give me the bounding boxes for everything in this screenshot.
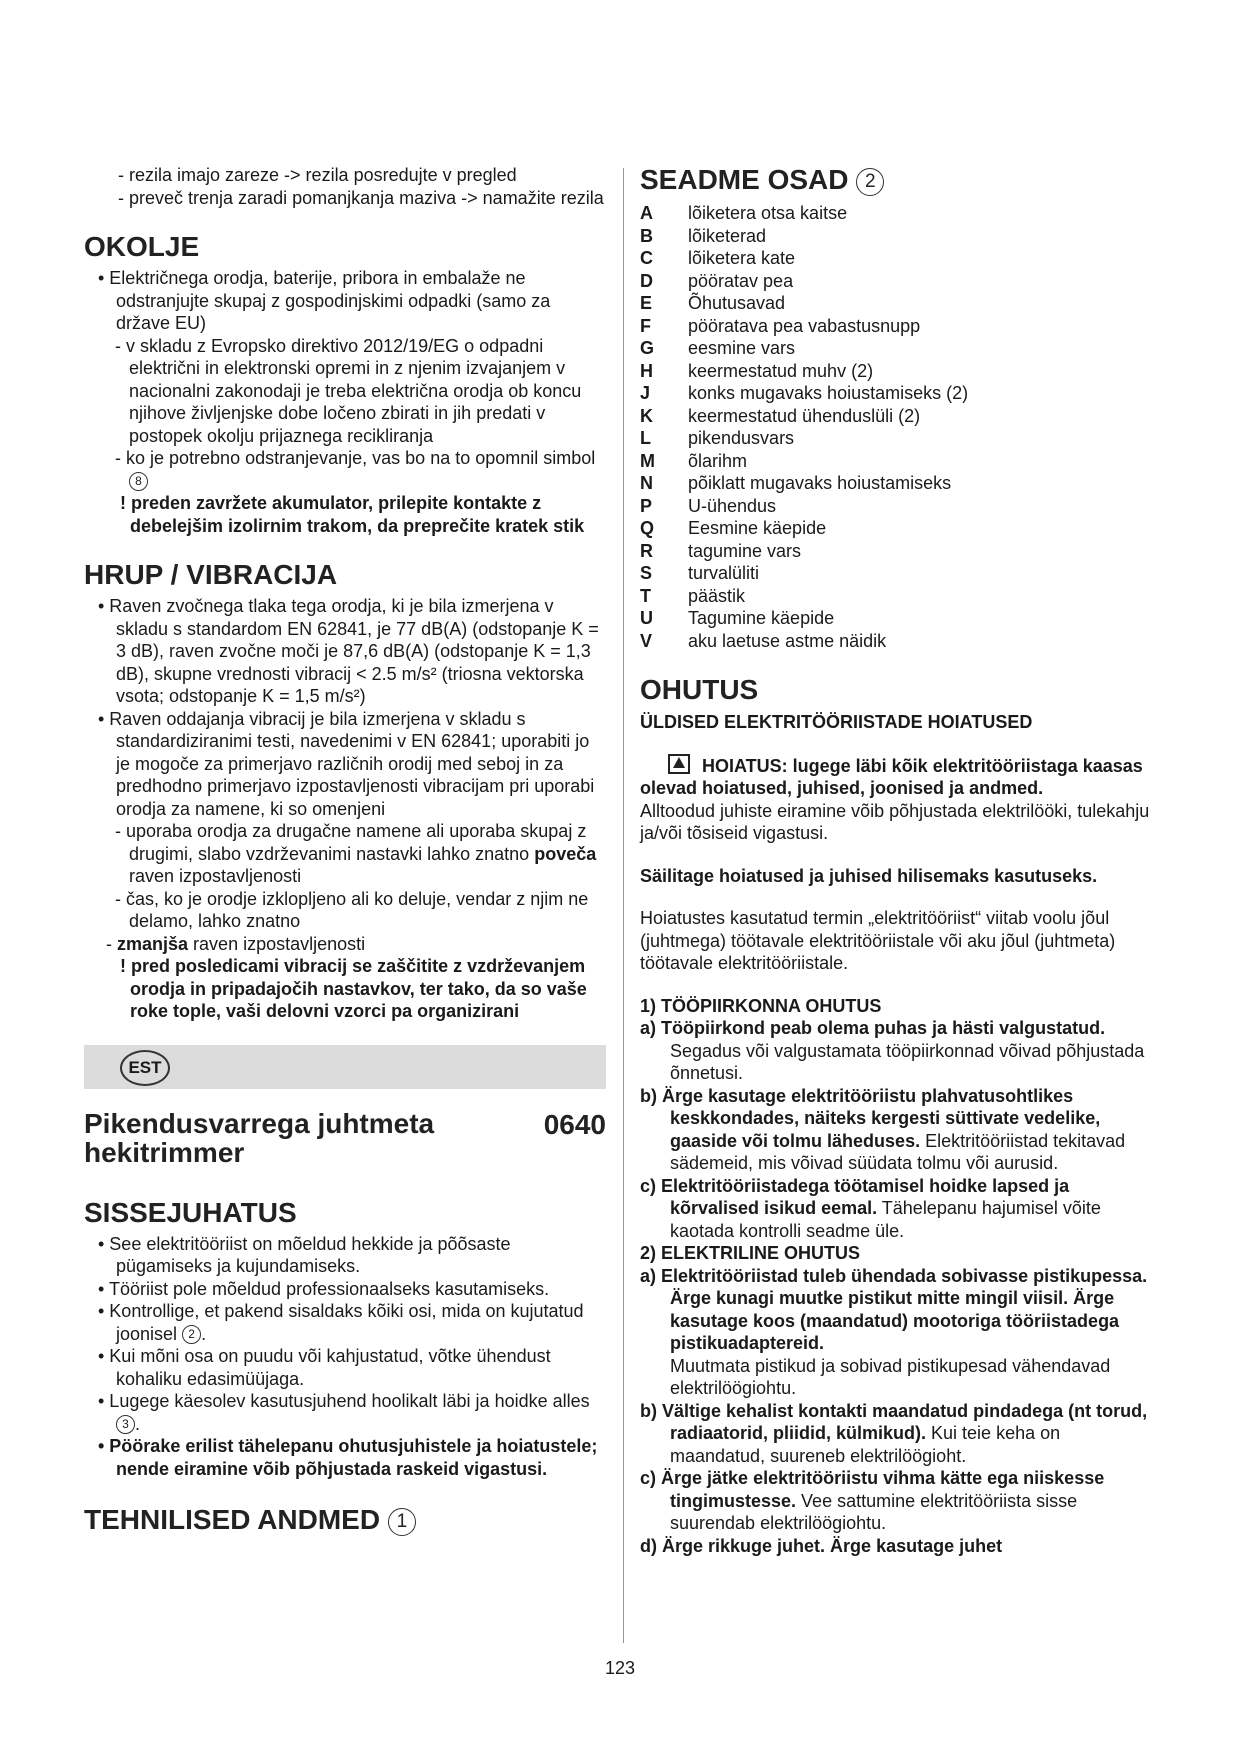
rule-2d-label: d) <box>640 1535 657 1556</box>
part-letter: H <box>640 360 653 381</box>
rule-2a-label: a) <box>640 1265 657 1286</box>
part-letter: F <box>640 315 651 336</box>
part-label: õlarihm <box>688 450 748 471</box>
product-title: Pikendusvarrega juhtmeta hekitrimmer <box>84 1107 435 1168</box>
rule-1b-bold: Ärge kasutage elektritööriistu plahvatusohtlikes keskkondades, näiteks kergesti süttivate vedelike, gaaside või tolmu läheduses. <box>662 1085 1101 1151</box>
sissejuhatus-heading: SISSEJUHATUS <box>84 1196 297 1228</box>
rule-1c-text: Tähelepanu hajumisel võite kaotada kontrolli seadme üle. <box>670 1198 1101 1241</box>
intro-bullet-5: • Lugege käesolev kasutusjuhend hoolikalt läbi ja hoidke alles 3 . <box>98 1391 590 1434</box>
rule-1a-text: Segadus või valgustamata tööpiirkonnad võivad põhjustada õnnetusi. <box>670 1040 1145 1083</box>
right-column <box>640 164 1160 1557</box>
okolje-warning: ! preden zavržete akumulator, prilepite kontakte z debelejšim izolirnim trakom, da preprečite kratek stik <box>120 493 585 536</box>
intro-bullet-3-text: • Kontrollige, et pakend sisaldaks kõiki osi, mida on kujutatud joonisel <box>98 1301 584 1344</box>
part-letter: K <box>640 405 653 426</box>
part-letter: L <box>640 428 651 448</box>
hrup-bullet-1: • Raven zvočnega tlaka tega orodja, ki je bila izmerjena v skladu s standardom EN 62841, je 77 dB(A) (odstopanje K = 3 dB), raven zvočne moči je 87,6 dB(A) (odstopanje K = 1,3 dB), skupne vrednosti vibracij < 2.5 m/s² (triosna vektorska vsota; odstopanje K = 1,5 m/s²) <box>98 596 599 706</box>
part-label: pikendusvars <box>688 428 795 448</box>
left-column <box>84 164 606 1536</box>
part-letter: E <box>640 293 653 313</box>
part-label: keermestatud muhv (2) <box>688 360 874 381</box>
ohutus-heading: OHUTUS <box>640 674 759 705</box>
part-letter: G <box>640 338 655 358</box>
intro-dash-2: - preveč trenja zaradi pomanjkanja maziva -> namažite rezila <box>118 187 604 208</box>
rule-1c-bold: Elektritööriistadega töötamisel hoidke lapsed ja kõrvalised isikud eemal. <box>661 1175 1070 1218</box>
part-label: lõiketera kate <box>688 248 796 268</box>
intro-bullet-1: • See elektritööriist on mõeldud hekkide ja põõsaste pügamiseks ja kujundamiseks. <box>98 1233 511 1276</box>
symbol-ref-8: 8 <box>129 472 148 491</box>
part-label: aku laetuse astme näidik <box>688 630 887 651</box>
part-letter: B <box>640 225 653 246</box>
rule-2b-text: Kui teie keha on maandatud, suureneb elektrilöögioht. <box>670 1423 1061 1466</box>
product-model: 0640 <box>543 1108 606 1140</box>
language-bar <box>84 1045 606 1089</box>
part-letter: T <box>640 585 651 606</box>
rule-1b-label: b) <box>640 1085 657 1106</box>
hrup-dash-1 <box>84 820 606 888</box>
rule-2b-bold: Vältige kehalist kontakti maandatud pindadega (nt torud, radiaatorid, pliidid, külmikud). <box>662 1400 1148 1443</box>
intro-bullet-6: • Pöörake erilist tähelepanu ohutusjuhistele ja hoiatustele; nende eiramine võib põhjustada raskeid vigastusi. <box>98 1436 598 1479</box>
warning-text: Alltoodud juhiste eiramine võib põhjustada elektrilööki, tulekahju ja/või tõsiseid vigastusi. <box>640 800 1150 843</box>
warning-icon <box>668 754 690 774</box>
hrup-dash-3-bold: zmanjša <box>117 933 189 954</box>
hrup-dash-3 <box>84 933 606 956</box>
part-letter: C <box>640 248 653 268</box>
part-label: Eesmine käepide <box>688 518 827 538</box>
rule-2d <box>640 1535 1160 1558</box>
part-label: lõiketerad <box>688 225 767 246</box>
intro-bullet-5-text: • Lugege käesolev kasutusjuhend hoolikalt läbi ja hoidke alles <box>98 1391 590 1411</box>
seadme-heading-text: SEADME OSAD <box>640 164 849 195</box>
part-label: U-ühendus <box>688 495 777 516</box>
part-letter: N <box>640 473 653 493</box>
part-letter: Q <box>640 518 655 538</box>
part-letter: J <box>640 383 651 403</box>
rule-1a <box>640 1017 1160 1040</box>
rule-2a <box>640 1265 1160 1355</box>
hrup-dash-3-post: raven izpostavljenosti <box>188 933 366 954</box>
warning-statement <box>640 754 1160 800</box>
rule-1c-label: c) <box>640 1175 657 1196</box>
part-label: põiklatt mugavaks hoiustamiseks <box>688 473 952 493</box>
part-letter: M <box>640 450 655 471</box>
okolje-dash-2 <box>84 447 606 492</box>
column-divider <box>623 168 624 1643</box>
rule-1c <box>640 1175 1160 1243</box>
intro-bullet-2: • Tööriist pole mõeldud professionaalseks kasutamiseks. <box>98 1278 550 1299</box>
figure-ref-1: 1 <box>388 1508 416 1536</box>
intro-bullet-4: • Kui mõni osa on puudu või kahjustatud, võtke ühendust kohaliku edasimüüjaga. <box>98 1346 551 1389</box>
part-label: keermestatud ühenduslüli (2) <box>688 405 921 426</box>
section-2-heading: 2) ELEKTRILINE OHUTUS <box>640 1243 861 1263</box>
figure-ref-2: 2 <box>182 1325 201 1344</box>
part-label: turvalüliti <box>688 563 760 583</box>
page-number: 123 <box>604 1658 636 1678</box>
rule-2a-bold: Elektritööriistad tuleb ühendada sobivasse pistikupessa. Ärge kunagi muutke pistikut mitte mingil viisil. Ärge kasutage koos (maandatud) mootoriga tööriistadega pistikuadaptereid. <box>661 1265 1148 1353</box>
part-label: Tagumine käepide <box>688 608 835 628</box>
rule-2b-label: b) <box>640 1400 657 1421</box>
part-letter: U <box>640 608 653 628</box>
part-letter: D <box>640 270 653 291</box>
okolje-heading: OKOLJE <box>84 231 200 262</box>
rule-2d-bold: Ärge rikkuge juhet. Ärge kasutage juhet <box>662 1535 1003 1556</box>
part-label: tagumine vars <box>688 540 802 561</box>
seadme-heading <box>640 164 1160 196</box>
rule-2c-text: Vee sattumine elektritööriista sisse suurendab elektrilöögiohtu. <box>670 1490 1078 1533</box>
hrup-heading: HRUP / VIBRACIJA <box>84 559 338 590</box>
hrup-bullet-2: • Raven oddajanja vibracij je bila izmerjena v skladu s standardiziranimi testi, navedenimi v EN 62841; uporabiti jo je mogoče za primerjavo različnih orodij med seboj in za predhodno primerjavo izpostavljenosti vibracijam pri uporabi orodja za namene, ki so omenjeni <box>98 708 595 819</box>
product-title-row <box>84 1109 606 1167</box>
section-1-heading: 1) TÖÖPIIRKONNA OHUTUS <box>640 995 882 1016</box>
est-badge: EST <box>120 1050 170 1086</box>
part-letter: V <box>640 630 653 651</box>
rule-1b-text: Elektritööriistad tekitavad sädemeid, mis võivad süüdata tolmu või aurusid. <box>670 1130 1126 1173</box>
rule-1a-label: a) <box>640 1018 657 1038</box>
intro-bullet-3: • Kontrollige, et pakend sisaldaks kõiki osi, mida on kujutatud joonisel 2 . <box>98 1301 584 1344</box>
part-label: pööratav pea <box>688 270 794 291</box>
hrup-dash-1-bold: poveča <box>534 843 597 864</box>
part-letter: A <box>640 203 653 223</box>
hrup-dash-1-post: raven izpostavljenosti <box>129 866 302 886</box>
rule-2c-bold: Ärge jätke elektritööriistu vihma kätte ega niiskesse tingimustesse. <box>661 1468 1105 1511</box>
rule-2c-label: c) <box>640 1468 657 1488</box>
part-label: Õhutusavad <box>688 293 786 313</box>
tehnilised-heading <box>84 1504 606 1536</box>
warning-bold: HOIATUS: lugege läbi kõik elektritööriistaga kaasas olevad hoiatused, juhised, joonised ja andmed. <box>640 755 1143 798</box>
keep-instructions: Säilitage hoiatused ja juhised hilisemaks kasutuseks. <box>640 865 1098 886</box>
rule-2b <box>640 1400 1160 1468</box>
figure-ref-3: 3 <box>116 1415 135 1434</box>
hrup-warning: ! pred posledicami vibracij se zaščitite z vzdrževanjem orodja in pripadajočih nastavkov, ter tako, da so vaše roke tople, vaši delovni vzorci pa organizirani <box>120 956 587 1021</box>
intro-dash-1: - rezila imajo zareze -> rezila posredujte v pregled <box>118 165 517 185</box>
part-letter: P <box>640 495 653 516</box>
term-definition: Hoiatustes kasutatud termin „elektritööriist“ viitab voolu jõul (juhtmega) töötavale elektritööriistale või aku jõul (juhtmeta) töötavale elektritööriistale. <box>640 908 1116 973</box>
parts-list <box>640 202 1160 652</box>
okolje-bullet: • Električnega orodja, baterije, pribora in embalaže ne odstranjujte skupaj z gospodinjskimi odpadki (samo za države EU) <box>98 268 551 333</box>
figure-ref-2-parts: 2 <box>856 168 884 196</box>
tehnilised-heading-text: TEHNILISED ANDMED <box>84 1504 381 1535</box>
part-label: pööratava pea vabastusnupp <box>688 315 921 336</box>
part-letter: S <box>640 563 653 583</box>
rule-2a-text: Muutmata pistikud ja sobivad pistikupesad vähendavad elektrilöögiohtu. <box>670 1355 1111 1398</box>
part-label: eesmine vars <box>688 338 796 358</box>
okolje-dash-2-text: - ko je potrebno odstranjevanje, vas bo na to opomnil simbol <box>115 448 596 468</box>
okolje-dash-1: - v skladu z Evropsko direktivo 2012/19/EG o odpadni električni in elektronski opremi in z njenim izvajanjem v nacionalni zakonodaji je treba električna orodja ob koncu njihove življenjske dobe ločeno zbirati in jih predati v postopek okolju prijaznega recikliranja <box>115 335 582 446</box>
ohutus-subheading: ÜLDISED ELEKTRITÖÖRIISTADE HOIATUSED <box>640 712 1033 732</box>
hrup-dash-2: - čas, ko je orodje izklopljeno ali ko deluje, vendar z njim ne delamo, lahko znatno <box>115 888 589 931</box>
part-label: konks mugavaks hoiustamiseks (2) <box>688 383 969 403</box>
part-letter: R <box>640 540 653 561</box>
part-label: lõiketera otsa kaitse <box>688 203 848 223</box>
hrup-dash-3-dash: - <box>106 933 117 954</box>
part-label: päästik <box>688 585 746 606</box>
hrup-dash-1-pre: - uporaba orodja za drugačne namene ali uporaba skupaj z drugimi, slabo vzdrževanimi nastavki lahko znatno <box>115 821 587 864</box>
rule-2c <box>640 1467 1160 1535</box>
rule-1b <box>640 1085 1160 1175</box>
rule-1a-bold: Tööpiirkond peab olema puhas ja hästi valgustatud. <box>661 1018 1106 1038</box>
